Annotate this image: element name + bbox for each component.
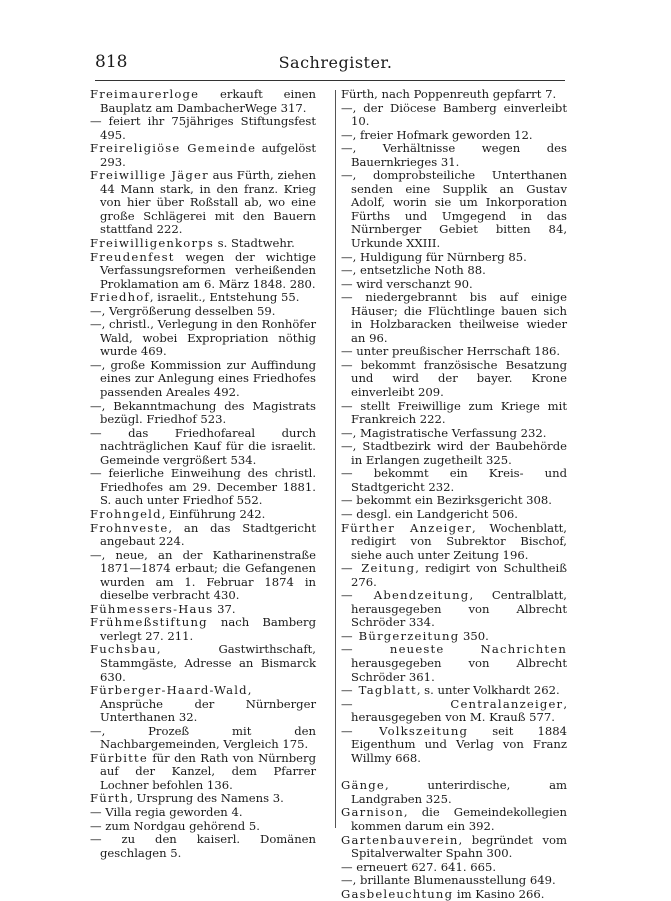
entry-headword: — Centralanzeiger: [341, 696, 564, 711]
entry-headword: — neueste Nachrichten: [341, 642, 567, 657]
index-entry: [90, 142, 316, 169]
index-entry: [341, 861, 567, 875]
entry-headword: Freireligiöse Gemeinde: [90, 141, 257, 156]
header-rule: [95, 80, 565, 81]
entry-text: —, Prozeß mit den Nachbargemeinden, Vergleich 175.: [90, 723, 316, 752]
index-entry: [341, 251, 567, 265]
entry-headword: Gänge: [341, 778, 385, 793]
index-entry: [341, 142, 567, 169]
index-entry: [341, 643, 567, 684]
right-column: [341, 88, 567, 901]
entry-text: erkauft einen Bauplatz am DambacherWege 317.: [100, 87, 316, 115]
entry-headword: Gartenbauverein: [341, 832, 459, 847]
index-entry: [90, 806, 316, 820]
entry-text: — zu den kaiserl. Domänen geschlagen 5.: [90, 832, 316, 860]
entry-text: herausgegeben von Albrecht Schröder 361.: [351, 655, 567, 684]
entry-text: , unterirdische, am Landgraben 325.: [351, 778, 567, 806]
entry-headword: Freudenfest: [90, 249, 175, 264]
entry-text: — Villa regia geworden 4.: [90, 804, 243, 819]
index-entry: [90, 643, 316, 684]
index-entry: [90, 752, 316, 793]
column-divider: [335, 90, 336, 828]
entry-text: — feiert ihr 75jähriges Stiftungsfest 495.: [90, 114, 316, 142]
entry-text: — stellt Freiwillige zum Kriege mit Frankreich 222.: [341, 398, 567, 427]
index-entry: [90, 169, 316, 237]
entry-headword: Garnison: [341, 805, 404, 820]
index-entry: [341, 291, 567, 345]
index-entry: [90, 820, 316, 834]
index-entry: [90, 400, 316, 427]
entry-text: — unter preußischer Herrschaft 186.: [341, 344, 561, 359]
index-entry: [90, 291, 316, 305]
index-entry: [341, 589, 567, 630]
entry-text: 350.: [459, 628, 489, 643]
entry-text: seit 1884 Eigenthum und Verlag von Franz Willmy 668.: [351, 723, 567, 765]
entry-text: — bekommt ein Bezirksgericht 308.: [341, 493, 552, 508]
index-entry: [341, 264, 567, 278]
entry-text: —, domprobsteiliche Unterthanen senden eine Supplik an Gustav Adolf, worin sie um Inkorporation Fürths und Umgegend in das Nürnberger Gebiet bitten 84, Urkunde XXIII.: [341, 168, 567, 251]
entry-text: —, Huldigung für Nürnberg 85.: [341, 249, 527, 264]
index-entry: [341, 562, 567, 589]
entry-headword: Freimaurerloge: [90, 87, 200, 101]
entry-text: , Ursprung des Namens 3.: [129, 791, 284, 806]
index-entry: [90, 467, 316, 508]
entry-text: —, freier Hofmark geworden 12.: [341, 127, 533, 142]
entry-headword: Fürberger-Haard-Wald: [90, 683, 248, 698]
index-entry: [341, 684, 567, 698]
entry-text: Fürth, nach Poppenreuth gepfarrt 7.: [341, 87, 557, 101]
index-entry: [341, 698, 567, 725]
entry-text: , Gastwirthschaft, Stammgäste, Adresse an Bismarck 630.: [100, 642, 316, 684]
entry-text: — niedergebrannt bis auf einige Häuser; die Flüchtlinge bauen sich in Holzbaracken theilweise wieder an 96.: [341, 290, 567, 345]
entry-text: —, Magistratische Verfassung 232.: [341, 425, 547, 440]
entry-text: , redigirt von Schultheiß 276.: [351, 561, 568, 589]
index-entry: [90, 792, 316, 806]
entry-headword: Fürther Anzeiger: [341, 520, 472, 535]
index-entry: [90, 318, 316, 359]
entry-text: — desgl. ein Landgericht 506.: [341, 506, 518, 521]
running-head: Sachregister.: [278, 53, 393, 72]
entry-text: aufgelöst 293.: [100, 141, 317, 169]
entry-headword: Frohngeld: [90, 506, 162, 521]
index-entry: [341, 494, 567, 508]
index-entry: [341, 129, 567, 143]
entry-text: —, Verhältnisse wegen des Bauernkrieges 31.: [341, 141, 567, 169]
entry-text: , Wochenblatt, redigirt von Subrektor Bischof, siehe auch unter Zeitung 196.: [351, 520, 567, 562]
left-column: [90, 88, 316, 860]
index-entry: [341, 102, 567, 129]
entry-text: —, Vergrößerung desselben 59.: [90, 303, 276, 318]
entry-headword: — Volkszeitung: [341, 723, 469, 738]
entry-headword: Friedhof: [90, 290, 150, 305]
index-entry: [341, 779, 567, 806]
index-entry: [90, 603, 316, 617]
page-number: 818: [95, 52, 128, 72]
entry-text: —, neue, an der Katharinenstraße 1871—1874 erbaut; die Gefangenen wurden am 1. Februar 1874 in dieselbe verbracht 430.: [90, 547, 316, 603]
entry-text: — bekommt ein Kreis- und Stadtgericht 232.: [341, 466, 567, 494]
entry-headword: — Zeitung: [341, 561, 416, 576]
entry-headword: Frohnveste: [90, 520, 169, 535]
index-entry: [90, 725, 316, 752]
index-entry: [90, 88, 316, 115]
index-entry: [90, 549, 316, 603]
index-entry: [90, 251, 316, 292]
index-entry: [341, 888, 567, 901]
index-entry: [90, 833, 316, 860]
index-entry: [90, 115, 316, 142]
entry-text: — wird verschanzt 90.: [341, 276, 473, 291]
entry-headword: Freiwillige Jäger: [90, 168, 209, 183]
entry-text: —, große Kommission zur Auffindung eines zur Anlegung eines Friedhofes passenden Areales 492.: [90, 357, 316, 400]
entry-text: nach Bamberg verlegt 27. 211.: [100, 615, 316, 643]
entry-headword: — Tagblatt: [341, 683, 417, 698]
index-entry: [341, 88, 567, 102]
entry-text: —, christl., Verlegung in den Ronhöfer Wald, wobei Expropriation nöthig wurde 469.: [90, 317, 316, 359]
index-entry: [90, 237, 316, 251]
index-entry: [341, 874, 567, 888]
entry-text: — feierliche Einweihung des christl. Friedhofes am 29. December 1881. S. auch unter Friedhof 552.: [90, 466, 316, 508]
index-entry: [341, 630, 567, 644]
entry-text: , Ansprüche der Nürnberger Unterthanen 32.: [100, 683, 316, 725]
entry-text: , israelit., Entstehung 55.: [149, 290, 300, 305]
index-entry: [90, 359, 316, 400]
entry-headword: Fühmessers-Haus: [90, 601, 214, 616]
entry-headword: Fuchsbau: [90, 642, 157, 657]
index-entry: [90, 427, 316, 468]
index-entry: [341, 725, 567, 766]
index-entry: [341, 834, 567, 861]
entry-text: , Centralblatt, herausgegeben von Albrecht Schröder 334.: [351, 588, 567, 630]
index-entry: [341, 345, 567, 359]
index-entry: [341, 440, 567, 467]
entry-text: —, brillante Blumenausstellung 649.: [341, 873, 556, 888]
entry-headword: Fürth: [90, 791, 130, 806]
entry-text: —, entsetzliche Noth 88.: [341, 263, 486, 278]
entry-text: s. Stadtwehr.: [213, 236, 295, 251]
entry-text: , herausgegeben von M. Krauß 577.: [351, 696, 567, 725]
entry-headword: Gasbeleuchtung: [341, 886, 454, 901]
entry-text: —, Stadtbezirk wird der Baubehörde in Erlangen zugetheilt 325.: [341, 439, 567, 467]
index-entry: [90, 684, 316, 725]
entry-text: —, Bekanntmachung des Magistrats bezügl. Friedhof 523.: [90, 398, 316, 427]
index-entry: [90, 616, 316, 643]
page-header: [0, 52, 671, 74]
index-entry: [341, 806, 567, 833]
entry-text: wegen der wichtige Verfassungsreformen verheißenden Proklamation am 6. März 1848. 280.: [100, 249, 316, 291]
index-entry: [341, 522, 567, 563]
entry-headword: Frühmeßstiftung: [90, 615, 208, 630]
entry-text: , an das Stadtgericht angebaut 224.: [100, 520, 316, 549]
index-entry: [341, 508, 567, 522]
index-entry: [90, 508, 316, 522]
index-entry: [341, 278, 567, 292]
entry-text: , die Gemeindekollegien kommen darum ein 392.: [351, 805, 567, 833]
index-entry: [90, 305, 316, 319]
entry-headword: Freiwilligenkorps: [90, 236, 214, 251]
entry-text: — erneuert 627. 641. 665.: [341, 859, 497, 874]
entry-text: im Kasino 266.: [453, 886, 545, 901]
entry-text: — zum Nordgau gehörend 5.: [90, 818, 260, 833]
entry-text: aus Fürth, ziehen 44 Mann stark, in den franz. Krieg von hier über Roßstall ab, wo eine große Schlägerei mit den Bauern stattfand 222.: [100, 168, 316, 237]
index-entry: [341, 400, 567, 427]
entry-headword: — Abendzeitung: [341, 588, 470, 603]
entry-text: , Einführung 242.: [161, 506, 266, 521]
entry-text: — das Friedhofareal durch nachträglichen Kauf für die israelit. Gemeinde vergrößert 534.: [90, 425, 316, 467]
entry-text: für den Rath von Nürnberg auf der Kanzel, dem Pfarrer Lochner befohlen 136.: [100, 750, 316, 792]
entry-text: —, der Diöcese Bamberg einverleibt 10.: [341, 100, 567, 129]
entry-text: 37.: [213, 601, 236, 616]
entry-text: , s. unter Volkhardt 262.: [416, 683, 560, 698]
entry-headword: Fürbitte: [90, 750, 148, 765]
index-entry: [341, 359, 567, 400]
entry-headword: — Bürgerzeitung: [341, 628, 460, 643]
index-entry: [90, 522, 316, 549]
index-entry: [341, 427, 567, 441]
entry-text: — bekommt französische Besatzung und wird der bayer. Krone einverleibt 209.: [341, 357, 567, 400]
index-entry: [341, 169, 567, 250]
index-entry: [341, 467, 567, 494]
entry-text: , begründet vom Spitalverwalter Spahn 300.: [351, 832, 567, 861]
